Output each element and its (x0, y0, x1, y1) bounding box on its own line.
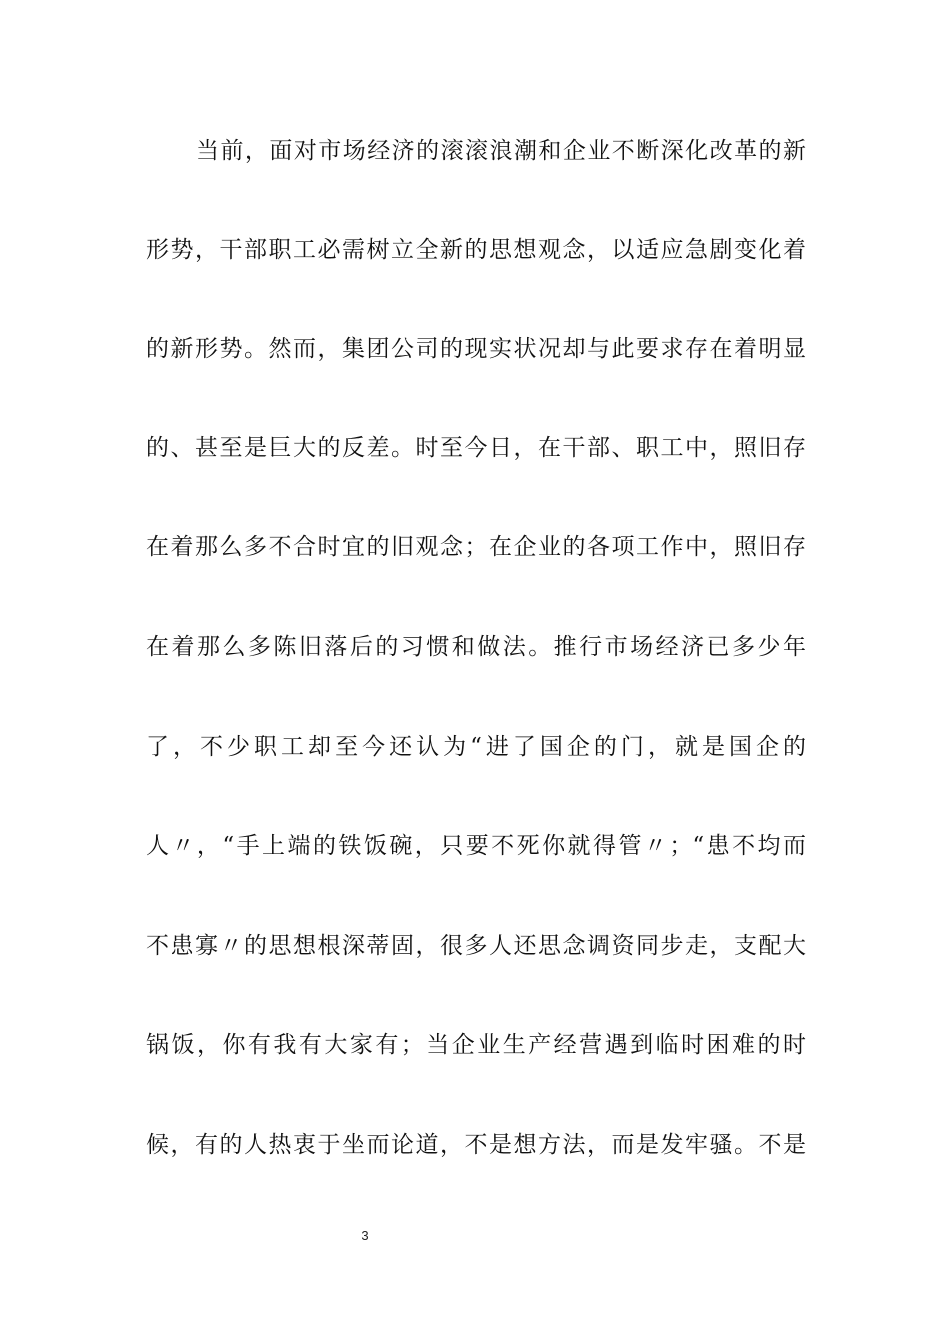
paragraph-line: 人〃，“手上端的铁饭碗，只要不死你就得管〃；“患不均而 (146, 833, 806, 859)
paragraph-line: 不患寡〃的思想根深蒂固，很多人还思念调资同步走，支配大 (146, 933, 806, 959)
page-number: 3 (361, 1228, 369, 1243)
paragraph-line: 了，不少职工却至今还认为“进了国企的门，就是国企的 (146, 734, 806, 760)
paragraph-line: 当前，面对市场经济的滚滚浪潮和企业不断深化改革的新 (196, 138, 806, 164)
paragraph-line: 候，有的人热衷于坐而论道，不是想方法，而是发牢骚。不是 (146, 1132, 806, 1158)
paragraph-line: 的、甚至是巨大的反差。时至今日，在干部、职工中，照旧存 (146, 435, 806, 461)
paragraph-line: 的新形势。然而，集团公司的现实状况却与此要求存在着明显 (146, 336, 806, 362)
paragraph-line: 形势，干部职工必需树立全新的思想观念，以适应急剧变化着 (146, 237, 806, 263)
paragraph-line: 在着那么多不合时宜的旧观念；在企业的各项工作中，照旧存 (146, 534, 806, 560)
paragraph-line: 在着那么多陈旧落后的习惯和做法。推行市场经济已多少年 (146, 634, 806, 660)
paragraph-line: 锅饭，你有我有大家有；当企业生产经营遇到临时困难的时 (146, 1032, 806, 1058)
